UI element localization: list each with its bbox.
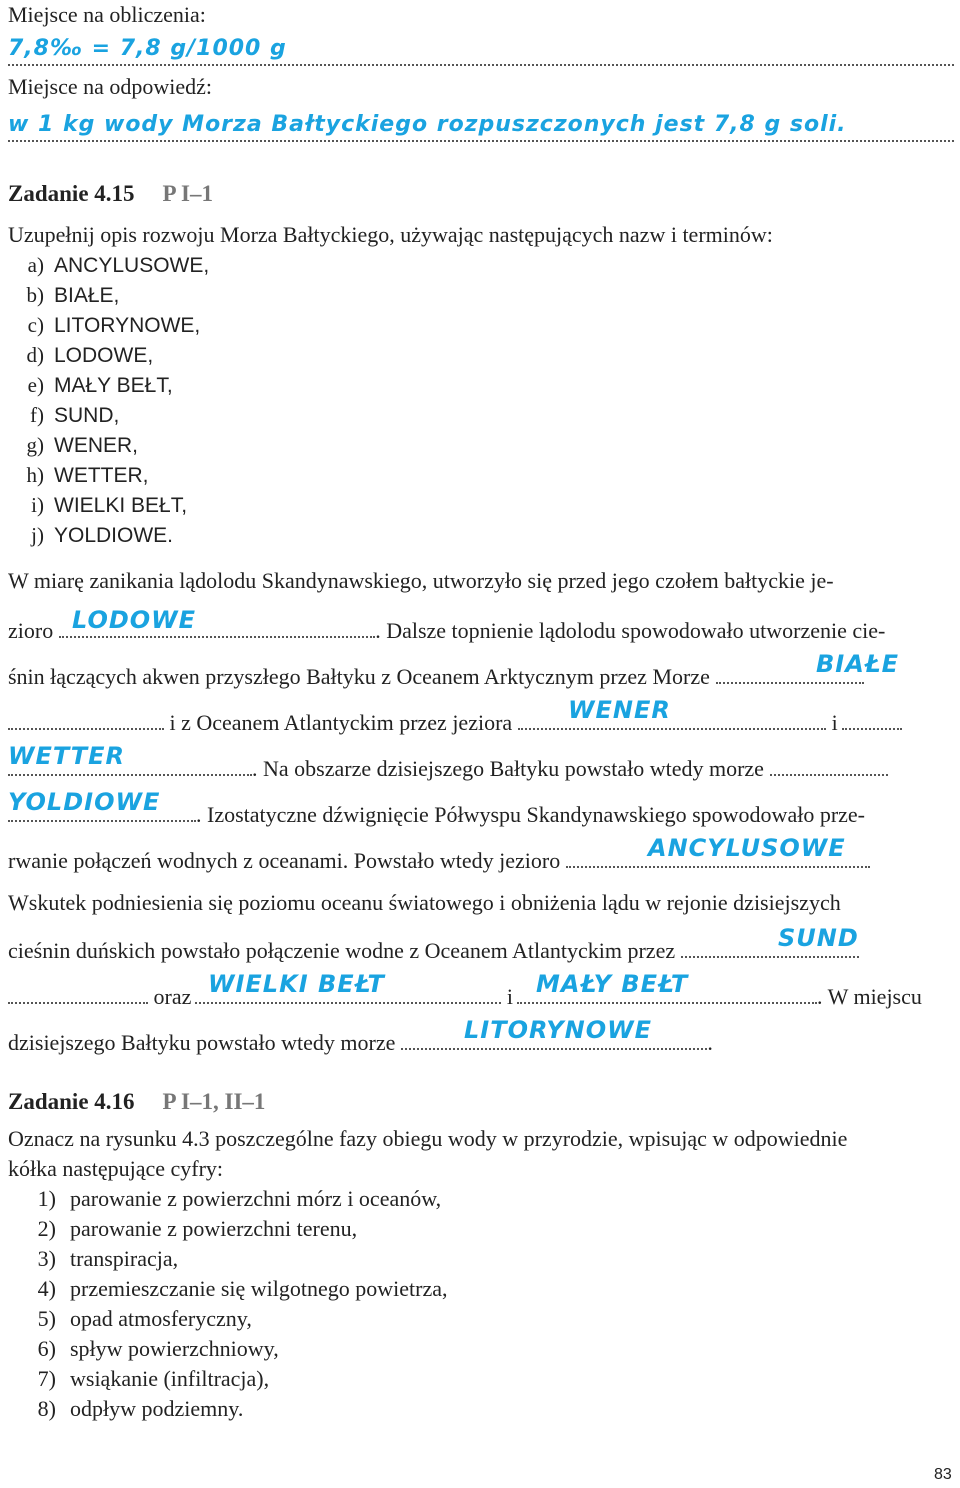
calc-handwritten-answer: 7,8‰ = 7,8 g/1000 g [8, 36, 287, 61]
list-item: 6) spływ powierzchniowy, [37, 1336, 279, 1361]
handwritten-answer: LITORYNOWE [464, 1016, 653, 1044]
task-code: P I–1, II–1 [162, 1089, 266, 1114]
paragraph-line: dzisiejszego Bałtyku powstało wtedy morze . [8, 1030, 713, 1055]
task-title: Zadanie 4.16 [8, 1089, 135, 1114]
terms-list [8, 252, 209, 552]
list-item: j) YOLDIOWE. [31, 523, 174, 547]
paragraph-line: . Na obszarze dzisiejszego Bałtyku powstało wtedy morze [8, 754, 888, 782]
list-item: a) ANCYLUSOWE, [27, 253, 210, 277]
paragraph-line: W miarę zanikania lądolodu Skandynawskiego, utworzyło się przed jego czołem bałtyckie je- [8, 568, 834, 593]
handwritten-answer: WIELKI BEŁT [208, 970, 385, 998]
list-item: g) WENER, [26, 433, 138, 457]
paragraph-line: i z Oceanem Atlantyckim przez jeziora i [8, 708, 902, 736]
paragraph-line: zioro . Dalsze topnienie lądolodu spowodowało utworzenie cie- [8, 618, 886, 643]
task-4-15-instruction: Uzupełnij opis rozwoju Morza Bałtyckiego, używając następujących nazw i terminów: [8, 222, 773, 247]
list-item: b) BIAŁE, [26, 283, 120, 307]
blank-field[interactable] [518, 708, 826, 730]
list-item: 7) wsiąkanie (infiltracja), [37, 1366, 270, 1391]
list-item: f) SUND, [30, 403, 120, 427]
list-item: c) LITORYNOWE, [27, 313, 201, 337]
task-title: Zadanie 4.15 [8, 181, 135, 206]
list-item: 2) parowanie z powierzchni terenu, [37, 1216, 358, 1241]
handwritten-answer: YOLDIOWE [8, 788, 161, 816]
list-item: e) MAŁY BEŁT, [27, 373, 173, 397]
paragraph-line: rwanie połączeń wodnych z oceanami. Powstało wtedy jezioro [8, 846, 870, 874]
answer-handwritten-text: w 1 kg wody Morza Bałtyckiego rozpuszczonych jest 7,8 g soli. [8, 112, 847, 137]
paragraph-line: Wskutek podniesienia się poziomu oceanu światowego i obniżenia lądu w rejonie dzisiejszych [8, 890, 841, 915]
paragraph-line: cieśnin duńskich powstało połączenie wodne z Oceanem Atlantyckim przez [8, 936, 859, 964]
calc-label: Miejsce na obliczenia: [8, 2, 206, 27]
handwritten-answer: SUND [778, 924, 859, 952]
handwritten-answer: WETTER [8, 742, 126, 770]
paragraph-line: oraz i . W miejscu [8, 982, 922, 1010]
blank-field[interactable] [8, 708, 164, 730]
task-4-15-heading [8, 180, 213, 208]
paragraph-line: . Izostatyczne dźwignięcie Półwyspu Skandynawskiego spowodowało prze- [8, 800, 865, 828]
list-item: 3) transpiracja, [37, 1246, 179, 1271]
blank-field[interactable] [770, 754, 888, 776]
phases-list [0, 1186, 448, 1426]
task-4-16-instruction: kółka następujące cyfry: [8, 1156, 224, 1181]
list-item: 4) przemieszczanie się wilgotnego powietrza, [37, 1276, 448, 1301]
handwritten-answer: BIAŁE [816, 650, 900, 678]
blank-field[interactable] [842, 708, 902, 730]
list-item: h) WETTER, [26, 463, 149, 487]
task-4-16-instruction: Oznacz na rysunku 4.3 poszczególne fazy obiegu wody w przyrodzie, wpisując w odpowiednie [8, 1126, 848, 1151]
list-item: d) LODOWE, [26, 343, 154, 367]
paragraph-line: śnin łączących akwen przyszłego Bałtyku z Oceanem Arktycznym przez Morze [8, 662, 864, 690]
answer-label: Miejsce na odpowiedź: [8, 74, 213, 99]
blank-field[interactable] [8, 982, 148, 1004]
task-4-16-heading [8, 1088, 265, 1116]
list-item: 8) odpływ podziemny. [37, 1396, 244, 1421]
handwritten-answer: WENER [568, 696, 671, 724]
list-item: i) WIELKI BEŁT, [31, 493, 188, 517]
page-number: 83 [934, 1466, 952, 1483]
handwritten-answer: LODOWE [72, 606, 197, 634]
list-item: 5) opad atmosferyczny, [37, 1306, 252, 1331]
calc-dotted-line [8, 64, 954, 66]
task-code: P I–1 [162, 181, 214, 206]
handwritten-answer: MAŁY BEŁT [536, 970, 689, 998]
list-item: 1) parowanie z powierzchni mórz i oceanów, [37, 1186, 442, 1211]
handwritten-answer: ANCYLUSOWE [648, 834, 846, 862]
answer-dotted-line [8, 140, 954, 142]
